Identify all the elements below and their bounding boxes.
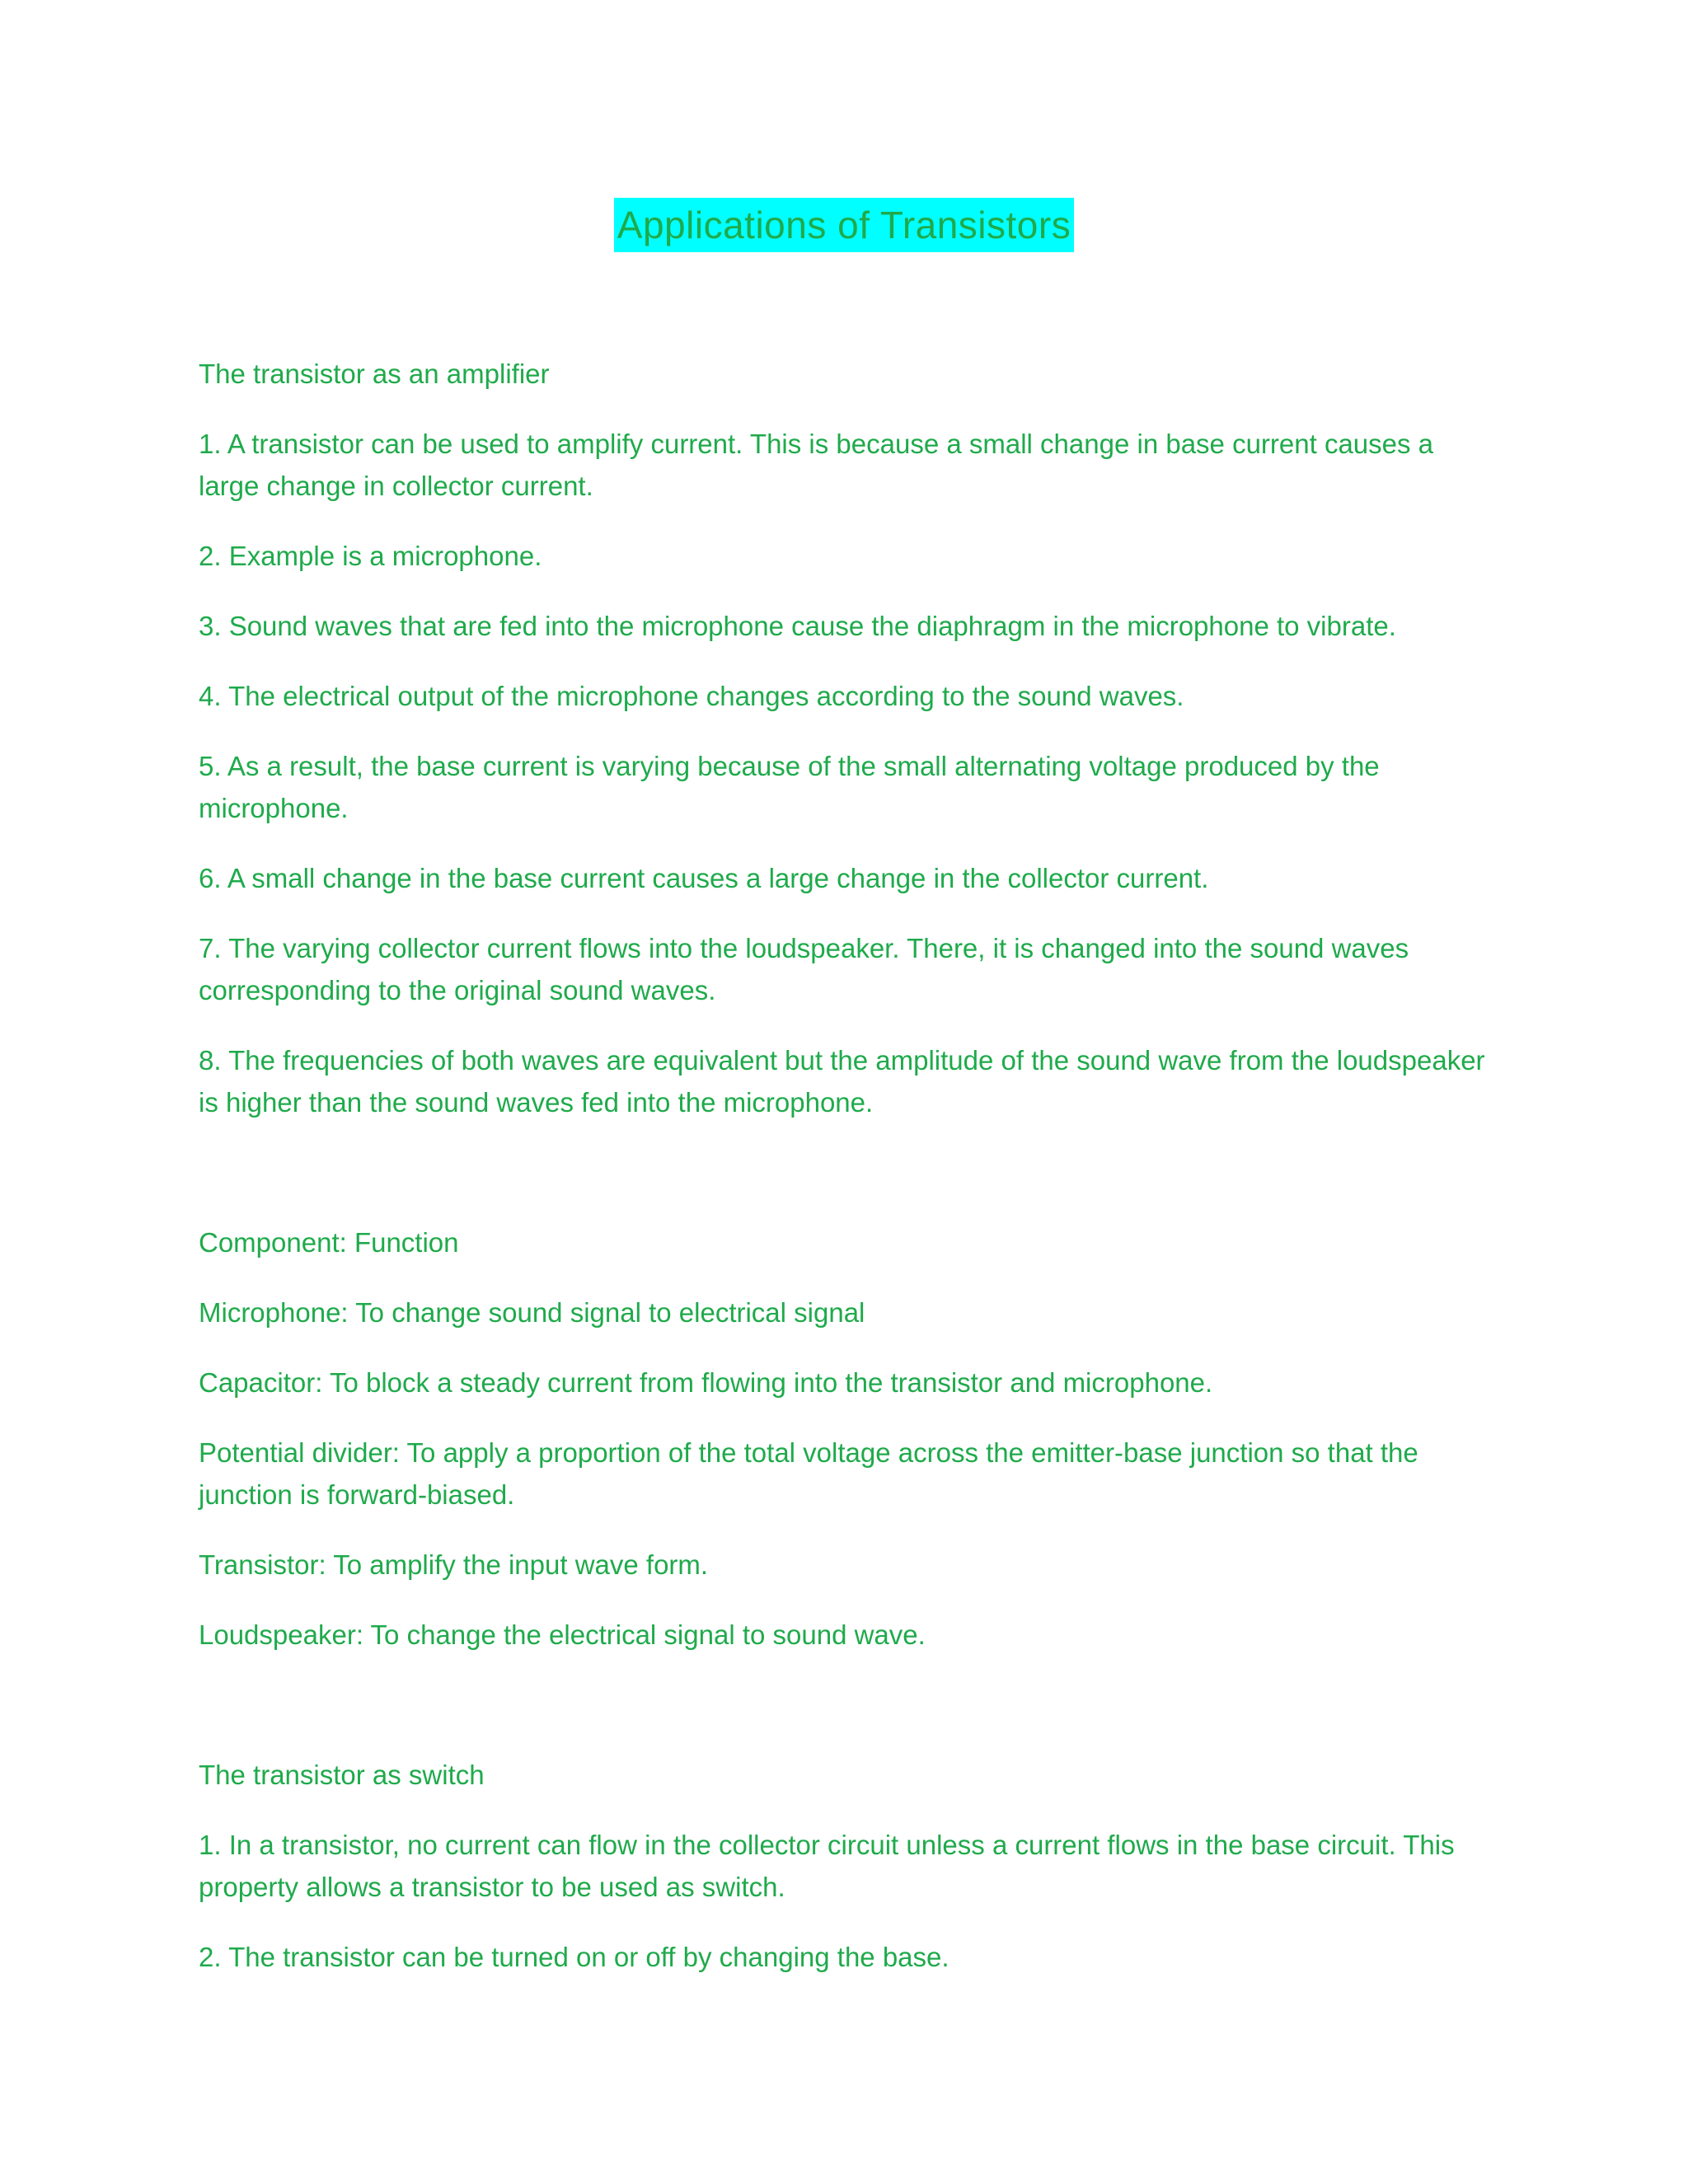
amplifier-point: 8. The frequencies of both waves are equivalent but the amplitude of the sound wave from the loudspeaker is higher than the sound waves fed into the microphone.: [199, 1045, 1485, 1118]
section-spacer: [199, 1684, 1501, 1754]
component-item: Loudspeaker: To change the electrical signal to sound wave.: [199, 1619, 926, 1650]
component-item: Transistor: To amplify the input wave form.: [199, 1549, 709, 1580]
section-heading-components: Component: Function: [199, 1227, 459, 1258]
amplifier-point: 6. A small change in the base current causes a large change in the collector current.: [199, 863, 1209, 893]
amplifier-point: 4. The electrical output of the microphone changes according to the sound waves.: [199, 681, 1184, 711]
document-body: [199, 353, 1501, 2006]
switch-point: 1. In a transistor, no current can flow in the collector circuit unless a current flows in the base circuit. This property allows a transistor to be used as switch.: [199, 1830, 1455, 1902]
amplifier-point: 1. A transistor can be used to amplify current. This is because a small change in base current causes a large change in collector current.: [199, 429, 1434, 501]
component-item: Microphone: To change sound signal to electrical signal: [199, 1297, 865, 1328]
component-item: Potential divider: To apply a proportion of the total voltage across the emitter-base junction so that the junction is forward-biased.: [199, 1437, 1418, 1510]
section-spacer: [199, 1151, 1501, 1221]
component-item: Capacitor: To block a steady current from flowing into the transistor and microphone.: [199, 1367, 1213, 1398]
amplifier-point: 5. As a result, the base current is varying because of the small alternating voltage produced by the microphone.: [199, 751, 1380, 823]
page-title: Applications of Transistors: [614, 198, 1074, 252]
amplifier-point: 7. The varying collector current flows into the loudspeaker. There, it is changed into the sound waves corresponding to the original sound waves.: [199, 933, 1409, 1005]
section-heading-amplifier: The transistor as an amplifier: [199, 359, 550, 389]
amplifier-point: 3. Sound waves that are fed into the microphone cause the diaphragm in the microphone to vibrate.: [199, 611, 1396, 641]
section-heading-switch: The transistor as switch: [199, 1760, 485, 1790]
title-container: [0, 198, 1688, 252]
switch-point: 2. The transistor can be turned on or off by changing the base.: [199, 1942, 950, 1972]
amplifier-point: 2. Example is a microphone.: [199, 541, 542, 571]
